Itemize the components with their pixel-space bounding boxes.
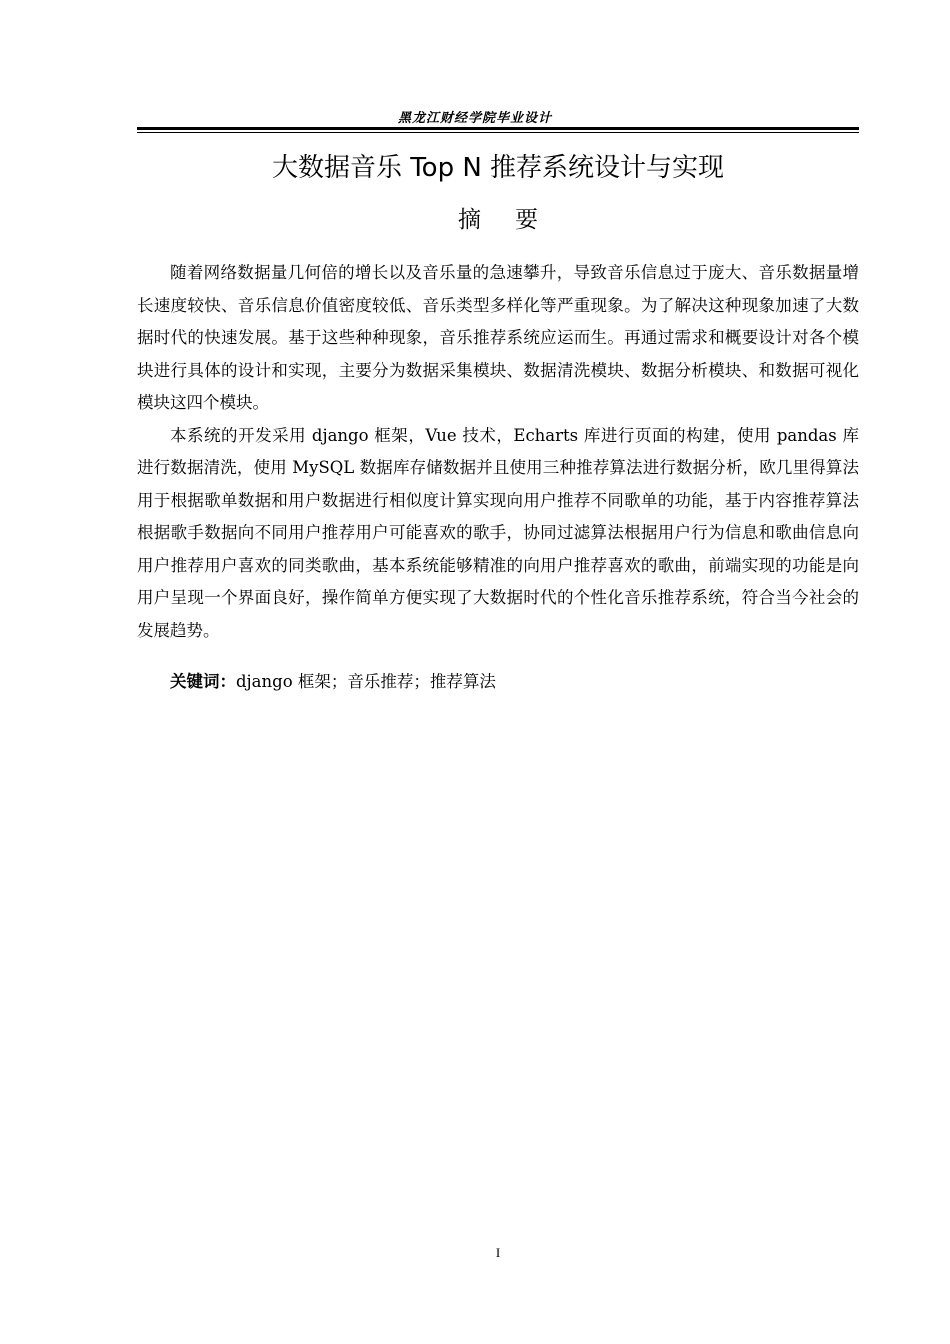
abstract-paragraph-1: 随着网络数据量几何倍的增长以及音乐量的急速攀升，导致音乐信息过于庞大、音乐数据量增长速度较快、音乐信息价值密度较低、音乐类型多样化等严重现象。为了解决这种现象加速了大数据时代的快速发展。基于这些种种现象，音乐推荐系统应运而生。再通过需求和概要设计对各个模块进行具体的设计和实现，主要分为数据采集模块、数据清洗模块、数据分析模块、和数据可视化模块这四个模块。	[137, 263, 859, 412]
page-number: I	[495, 1245, 501, 1260]
keywords-line	[170, 667, 496, 697]
keywords-label: 关键词：	[170, 672, 236, 691]
abstract-paragraph-2: 本系统的开发采用 django 框架，Vue 技术，Echarts 库进行页面的构建，使用 pandas 库进行数据清洗，使用 MySQL 数据库存储数据并且使用三种推荐算法进行数据分析，欧几里得算法用于根据歌单数据和用户数据进行相似度计算实现向用户推荐不同歌单的功能，基于内容推荐算法根据歌手数据向不同用户推荐用户可能喜欢的歌手，协同过滤算法根据用户行为信息和歌曲信息向用户推荐用户喜欢的同类歌曲，基本系统能够精准的向用户推荐喜欢的歌曲，前端实现的功能是向用户呈现一个界面良好，操作简单方便实现了大数据时代的个性化音乐推荐系统，符合当今社会的发展趋势。	[137, 425, 859, 640]
running-header: 黑龙江财经学院毕业设计	[397, 111, 552, 126]
abstract-heading: 摘要	[458, 207, 572, 233]
keywords-value: django 框架；音乐推荐；推荐算法	[236, 672, 496, 691]
header-rule-thin	[137, 132, 859, 133]
abstract-body	[137, 257, 859, 647]
document-title: 大数据音乐 Top N 推荐系统设计与实现	[271, 153, 725, 183]
header-rule-thick	[137, 127, 859, 130]
